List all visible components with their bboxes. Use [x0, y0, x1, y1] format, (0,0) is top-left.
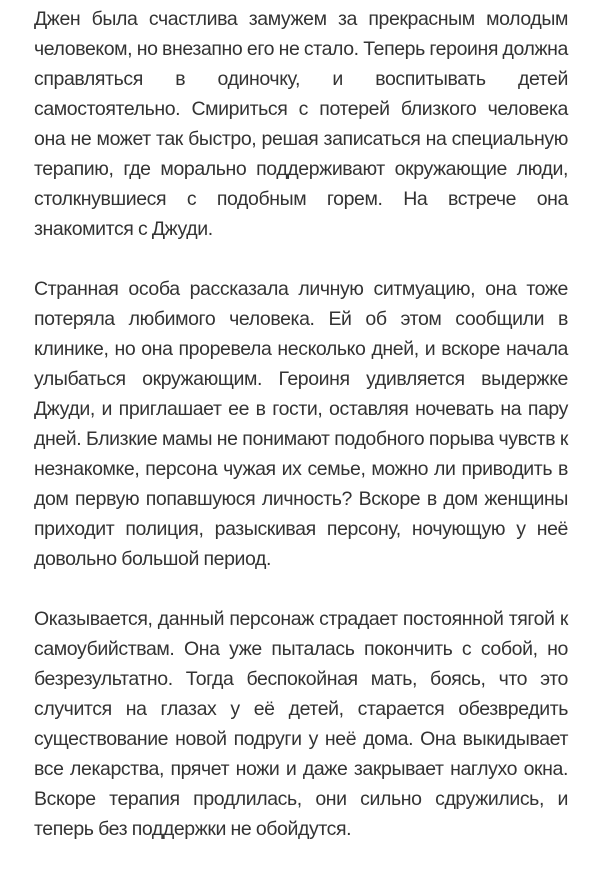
article-paragraph: Странная особа рассказала личную ситмуацию, она тоже потеряла любимого человека. Ей об этом сообщили в клинике, но она проревела несколько дней, и вскоре начала улыбаться окружающим. Героиня удивляется выдержке Джуди, и приглашает ее в гости, оставляя ночевать на пару дней. Близкие мамы не понимают подобного порыва чувств к незнакомке, персона чужая их семье, можно ли приводить в дом первую попавшуюся личность? Вскоре в дом женщины приходит полиция, разыскивая персону, ночующую у неё довольно большой период.	[34, 278, 568, 570]
article-paragraph: Оказывается, данный персонаж страдает постоянной тягой к самоубийствам. Она уже пыталась покончить с собой, но безрезультатно. Тогда беспокойная мать, боясь, что это случится на глазах у её детей, старается обезвредить существование новой подруги у неё дома. Она выкидывает все лекарства, прячет ножи и даже закрывает наглухо окна. Вскоре терапия продлилась, они сильно сдружились, и теперь без поддержки не обойдутся.	[34, 608, 568, 840]
article-paragraph: Джен была счастлива замужем за прекрасным молодым человеком, но внезапно его не стало. Теперь героиня должна справляться в одиночку, и воспитывать детей самостоятельно. Смириться с потерей близкого человека она не может так быстро, решая записаться на специальную терапию, где морально поддерживают окружающие люди, столкнувшиеся с подобным горем. На встрече она знакомится с Джуди.	[34, 8, 568, 240]
article-body	[0, 4, 600, 844]
